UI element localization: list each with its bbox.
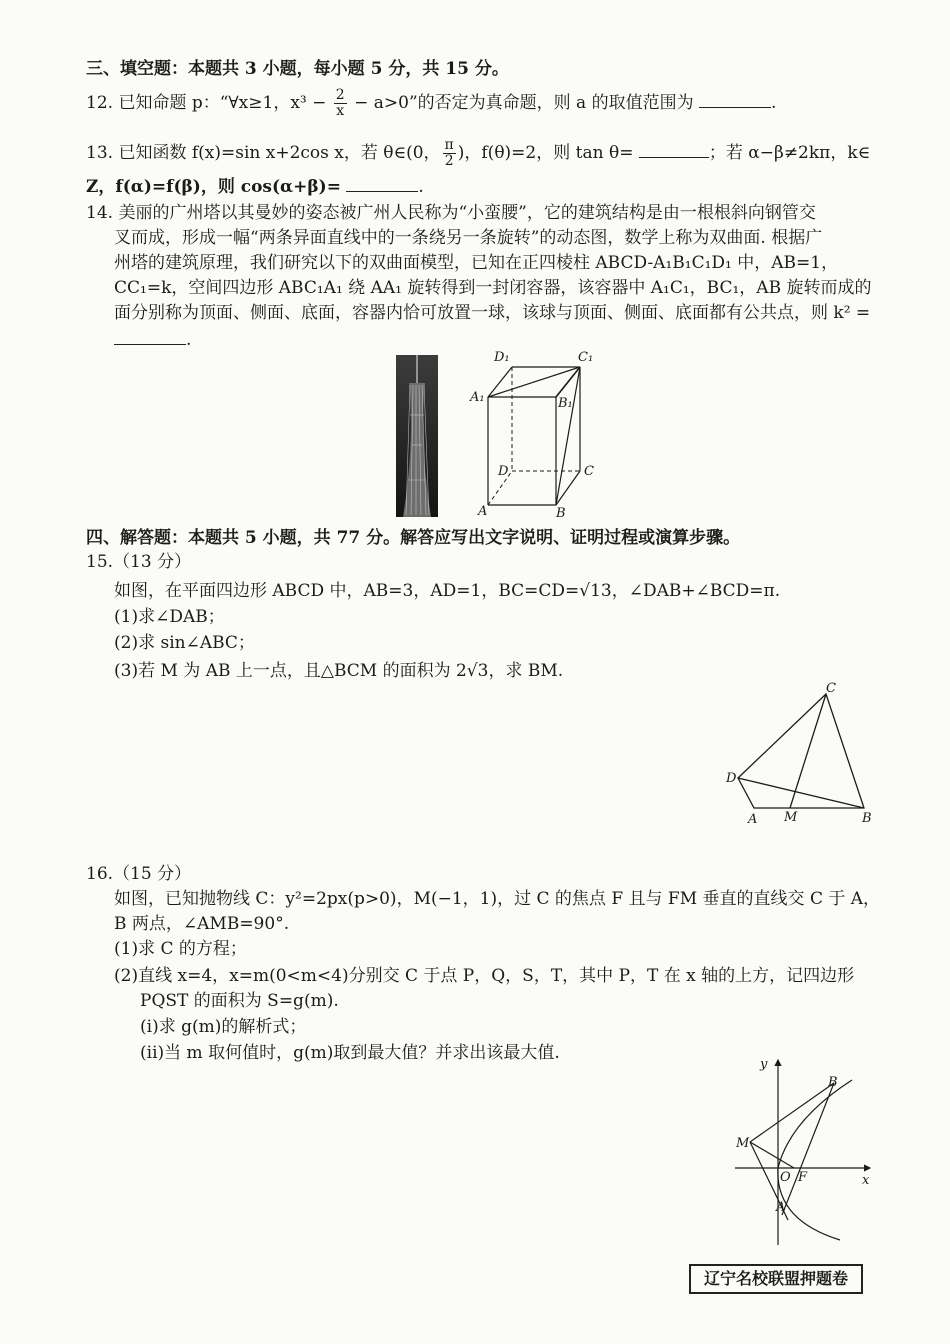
q12-fraction: $\frac{2}{x}$ bbox=[335, 87, 345, 119]
prism-figure bbox=[462, 345, 602, 521]
q13-text-b: ，f(θ)=2，则 tan θ= bbox=[464, 143, 634, 163]
label-A: A bbox=[776, 1200, 786, 1215]
q12-answer-blank[interactable] bbox=[699, 91, 771, 108]
question-13: 13. 已知函数 f(x)=sin x+2cos x，若 θ∈(0， $\frac{\pi}{2}$ )，f(θ)=2，则 tan θ= ；若 α−β≠2kπ，k∈ bbox=[86, 137, 871, 169]
label-M: M bbox=[784, 810, 798, 825]
label-x: x bbox=[862, 1173, 870, 1188]
q16-stem-2: B 两点，∠AMB=90°. bbox=[114, 914, 290, 934]
q16-part-2b: PQST 的面积为 S=g(m). bbox=[140, 991, 339, 1011]
q14-line-3: 州塔的建筑原理，我们研究以下的双曲面模型，已知在正四棱柱 ABCD-A₁B₁C₁D₁ 中，AB=1， bbox=[114, 253, 839, 273]
q13-text-a: 13. 已知函数 f(x)=sin x+2cos x，若 θ∈ bbox=[86, 143, 407, 163]
q16-header: 16.（15 分） bbox=[86, 864, 192, 884]
question-13-line2: Z，f(α)=f(β)，则 cos(α+β)= . bbox=[86, 177, 424, 197]
q15-part-3: (3)若 M 为 AB 上一点，且△BCM 的面积为 2√3，求 BM. bbox=[114, 661, 564, 681]
label-D: D bbox=[498, 464, 509, 479]
label-A1: A₁ bbox=[470, 390, 485, 405]
q13-line2-text: Z，f(α)=f(β)，则 cos(α+β)= bbox=[86, 177, 341, 197]
label-A: A bbox=[748, 812, 758, 827]
label-D: D bbox=[726, 771, 737, 786]
q13-fraction: $\frac{\pi}{2}$ bbox=[444, 137, 454, 169]
q13-answer-blank-2[interactable] bbox=[346, 175, 418, 192]
q14-line-2: 叉而成，形成一幅“两条异面直线中的一条绕另一条旋转”的动态图，数学上称为双曲面. 根据广 bbox=[114, 228, 823, 248]
label-C: C bbox=[826, 681, 836, 696]
q14-answer-blank[interactable] bbox=[114, 328, 186, 345]
quadrilateral-figure bbox=[720, 680, 880, 825]
q16-part-2a: (2)直线 x=4，x=m(0<m<4)分别交 C 于点 P，Q，S，T，其中 P，T 在 x 轴的上方，记四边形 bbox=[114, 966, 855, 986]
q13-answer-blank-1[interactable] bbox=[639, 141, 709, 158]
label-D1: D₁ bbox=[494, 350, 510, 365]
section-4-title: 四、解答题：本题共 5 小题，共 77 分。解答应写出文字说明、证明过程或演算步骤。 bbox=[86, 528, 741, 548]
label-A: A bbox=[478, 504, 488, 519]
q14-line-5: 面分别称为顶面、侧面、底面，容器内恰可放置一球，该球与顶面、侧面、底面都有公共点，则 k² = bbox=[114, 303, 871, 323]
q16-part-2i: (i)求 g(m)的解析式； bbox=[140, 1017, 307, 1037]
label-C1: C₁ bbox=[578, 350, 594, 365]
q16-stem-1: 如图，已知抛物线 C：y²=2px(p>0)，M(−1，1)，过 C 的焦点 F 且与 FM 垂直的直线交 C 于 A， bbox=[114, 889, 881, 909]
label-B: B bbox=[862, 811, 872, 826]
q15-header: 15.（13 分） bbox=[86, 552, 192, 572]
label-B1: B₁ bbox=[558, 396, 573, 411]
label-M: M bbox=[736, 1136, 750, 1151]
q16-part-2ii: (ii)当 m 取何值时，g(m)取到最大值？并求出该最大值. bbox=[140, 1043, 560, 1063]
label-C: C bbox=[584, 464, 594, 479]
q12-text-a: 12. 已知命题 p：“∀x≥1，x³ − bbox=[86, 93, 327, 113]
q15-stem: 如图，在平面四边形 ABCD 中，AB=3，AD=1，BC=CD=√13，∠DAB+∠BCD=π. bbox=[114, 581, 781, 601]
label-B: B bbox=[828, 1075, 838, 1090]
section-3-title: 三、填空题：本题共 3 小题，每小题 5 分，共 15 分。 bbox=[86, 59, 509, 79]
parabola-figure bbox=[730, 1050, 880, 1250]
label-B: B bbox=[556, 506, 566, 521]
label-y: y bbox=[760, 1057, 768, 1072]
canton-tower-photo bbox=[396, 355, 438, 517]
q14-line-1: 14. 美丽的广州塔以其曼妙的姿态被广州人民称为“小蛮腰”，它的建筑结构是由一根根斜向钢管交 bbox=[86, 203, 816, 223]
q15-part-1: (1)求∠DAB； bbox=[114, 607, 225, 627]
q14-line-4: CC₁=k，空间四边形 ABC₁A₁ 绕 AA₁ 旋转得到一封闭容器，该容器中 A₁C₁，BC₁，AB 旋转而成的 bbox=[114, 278, 872, 298]
q14-line-6: . bbox=[114, 328, 191, 351]
label-F: F bbox=[798, 1170, 808, 1185]
footer-label: 辽宁名校联盟押题卷 bbox=[689, 1264, 863, 1294]
q13-text-c: ；若 α−β≠2kπ，k∈ bbox=[708, 143, 871, 163]
q16-part-1: (1)求 C 的方程； bbox=[114, 939, 247, 959]
q12-text-b: − a>0”的否定为真命题，则 a 的取值范围为 bbox=[354, 93, 694, 113]
question-12: 12. 已知命题 p：“∀x≥1，x³ − $\frac{2}{x}$ − a>0”的否定为真命题，则 a 的取值范围为 . bbox=[86, 87, 777, 119]
label-O: O bbox=[780, 1170, 791, 1185]
q15-part-2: (2)求 sin∠ABC； bbox=[114, 633, 255, 653]
